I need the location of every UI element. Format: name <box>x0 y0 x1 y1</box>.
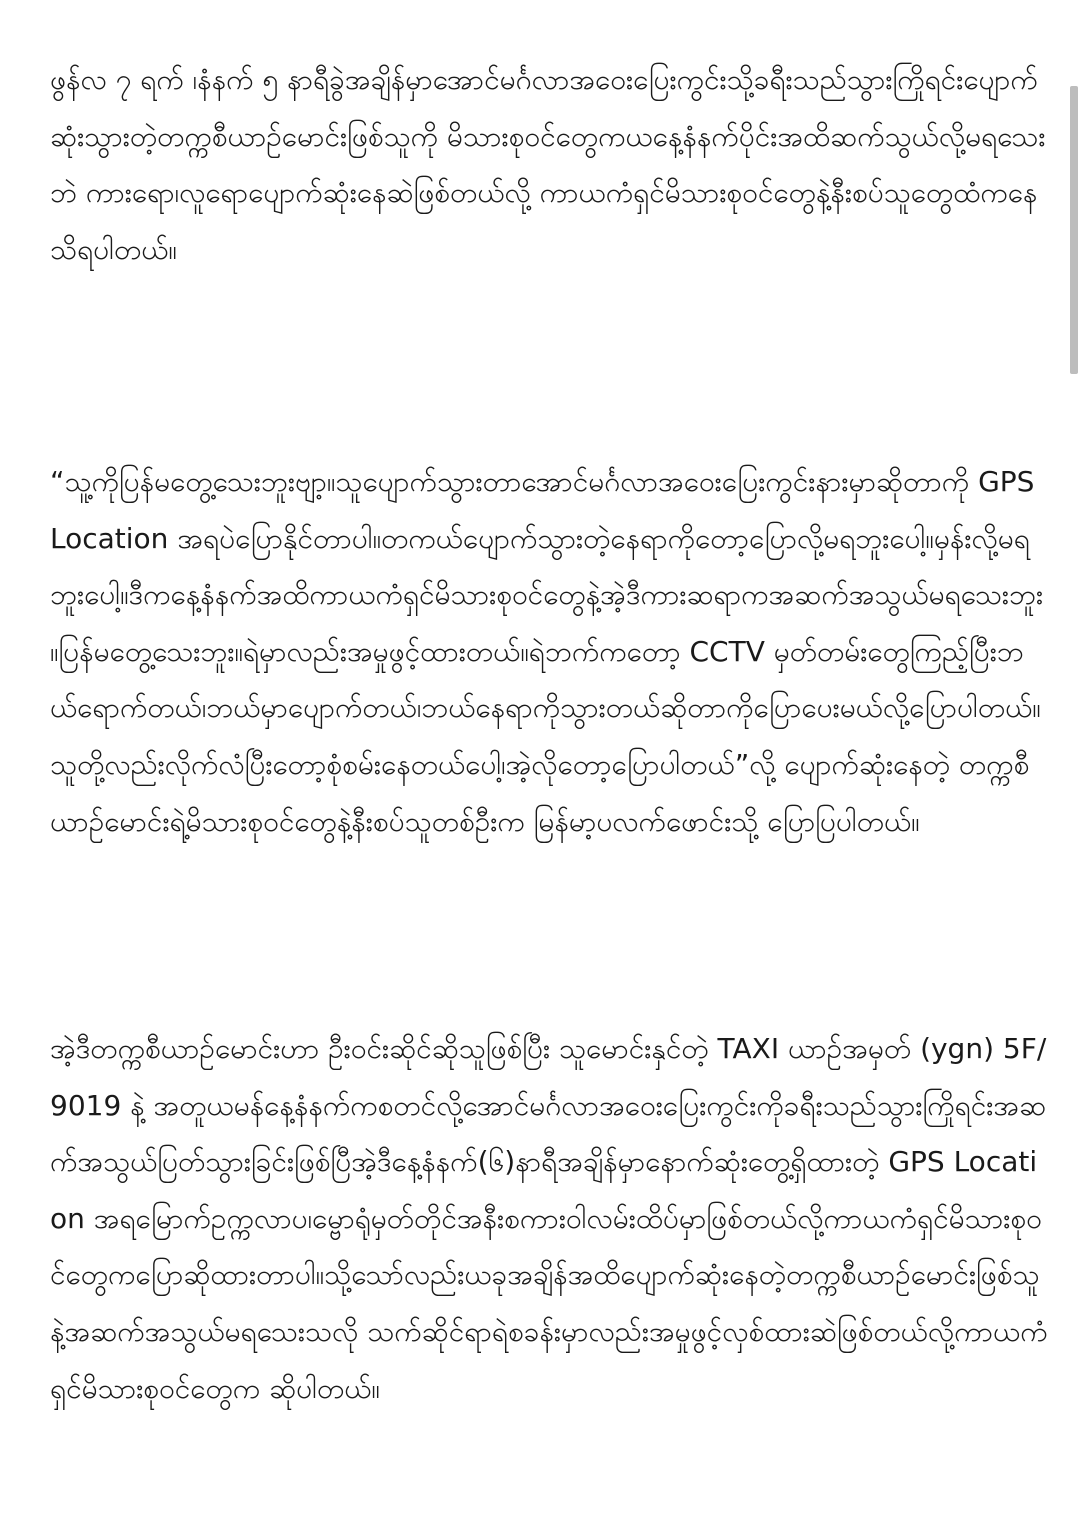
article-paragraph-3: အဲ့ဒီတက္ကစီယာဉ်မောင်းဟာ ဦးဝင်းဆိုင်ဆိုသူဖြစ်ပြီး သူမောင်းနှင်တဲ့ TAXI ယာဉ်အမှတ် (ygn) 5F/9019 နဲ့ အတူယမန်နေ့နံနက်ကစတင်လို့အောင်မင်္ဂလာအဝေးပြေးကွင်းကိုခရီးသည်သွားကြိုရင်းအဆက်အသွယ်ပြတ်သွားခြင်းဖြစ်ပြီအဲ့ဒီနေ့နံနက်(၆)နာရီအချိန်မှာနောက်ဆုံးတွေ့ရှိထားတဲ့ GPS Location အရမြောက်ဥက္ကလာပ၊မ္ဗောရုံမှတ်တိုင်အနီးစကားဝါလမ်းထိပ်မှာဖြစ်တယ်လို့ကာယကံရှင်မိသားစုဝင်တွေကပြောဆိုထားတာပါ။သို့သော်လည်းယခုအချိန်အထိပျောက်ဆုံးနေတဲ့တက္ကစီယာဉ်မောင်းဖြစ်သူနဲ့အဆက်အသွယ်မရသေးသလို သက်ဆိုင်ရာရဲစခန်းမှာလည်းအမှုဖွင့်လှစ်ထားဆဲဖြစ်တယ်လို့ကာယကံရှင်မိသားစုဝင်တွေက ဆိုပါတယ်။ <box>50 1032 1048 1405</box>
paragraph-spacer <box>50 342 1050 454</box>
scrollbar-thumb[interactable] <box>1070 86 1078 374</box>
article-paragraph-2: “သူ့ကိုပြန်မတွေ့သေးဘူးဗျာ့။သူပျောက်သွားတာအောင်မင်္ဂလာအဝေးပြေးကွင်းနားမှာဆိုတာကို GPS Location အရပဲပြောနိုင်တာပါ။တကယ်ပျောက်သွားတဲ့နေရာကိုတော့ပြောလို့မရဘူးပေါ့။မှန်းလို့မရဘူးပေါ့။ဒီကနေ့နံနက်အထိကာယကံရှင်မိသားစုဝင်တွေနဲ့အဲ့ဒီကားဆရာကအဆက်အသွယ်မရသေးဘူး။ပြန်မတွေ့သေးဘူး။ရဲမှာလည်းအမှုဖွင့်ထားတယ်။ရဲဘက်ကတော့ CCTV မှတ်တမ်းတွေကြည့်ပြီးဘယ်ရောက်တယ်၊ဘယ်မှာပျောက်တယ်၊ဘယ်နေရာကိုသွားတယ်ဆိုတာကိုပြောပေးမယ်လို့ပြောပါတယ်။သူတို့လည်းလိုက်လံပြီးတော့စုံစမ်းနေတယ်ပေါ့၊အဲ့လိုတော့ပြောပါတယ်”လို့ ပျောက်ဆုံးနေတဲ့ တက္ကစီယာဉ်မောင်းရဲ့မိသားစုဝင်တွေနဲ့နီးစပ်သူတစ်ဦးက မြန်မာ့ပလက်ဖောင်းသို့ ပြောပြပါတယ်။ <box>50 465 1044 838</box>
article-body <box>50 52 1050 1491</box>
paragraph-spacer <box>50 966 1050 1021</box>
vertical-scrollbar[interactable] <box>1068 0 1080 1519</box>
article-paragraph-1: ဖွန်လ ၇ ရက် ၊နံနက် ၅ နာရီခွဲအချိန်မှာအောင်မင်္ဂလာအဝေးပြေးကွင်းသို့ခရီးသည်သွားကြိုရင်းပျောက်ဆုံးသွားတဲ့တက္ကစီယာဉ်မောင်းဖြစ်သူကို မိသားစုဝင်တွေကယနေ့နံနက်ပိုင်းအထိဆက်သွယ်လို့မရသေးဘဲ ကားရော၊လူရောပျောက်ဆုံးနေဆဲဖြစ်တယ်လို့ ကာယကံရှင်မိသားစုဝင်တွေနဲ့နီးစပ်သူတွေထံကနေ သိရပါတယ်။ <box>50 63 1046 266</box>
